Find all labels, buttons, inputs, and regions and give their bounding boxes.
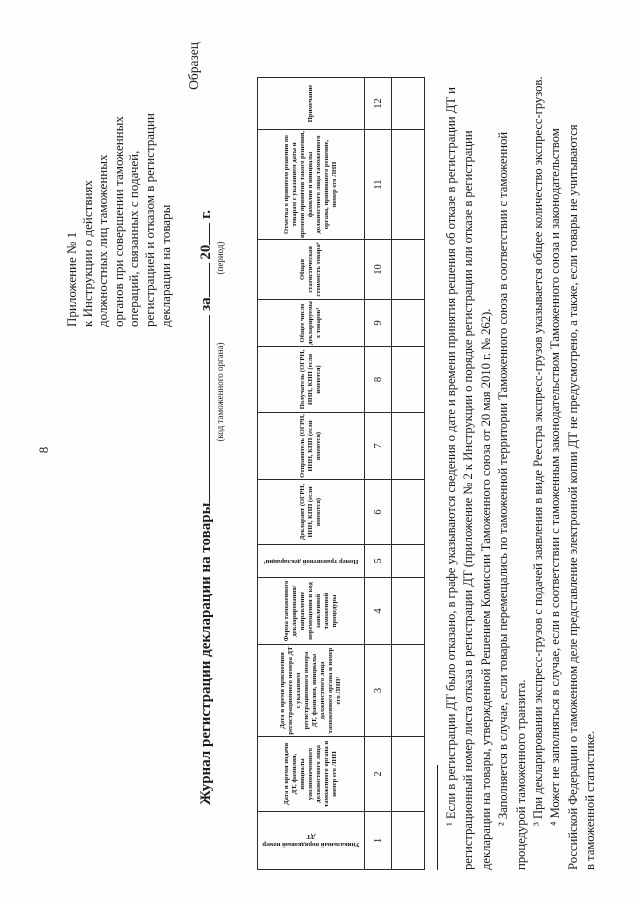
footnote-line: ² Заполняется в случае, если товары перемещались по таможенной территории Таможенного союза в соответствии с таможенной [496, 131, 511, 826]
empty-cell [392, 413, 425, 480]
journal-title-line [196, 165, 225, 805]
registration-journal-table [257, 77, 425, 870]
annex-line: регистрацией и отказом в регистрации [141, 113, 157, 327]
empty-cell [392, 130, 425, 240]
code-blank-underline [196, 315, 210, 503]
col-header-10: Общая статистическая стоимость товара⁴ [258, 240, 365, 300]
annex-header-block [64, 37, 173, 327]
empty-cell [392, 347, 425, 413]
annex-line: должностных лиц таможенных [95, 154, 111, 327]
col-header-11: Отметка о принятом решении по товарам с указанием даты и времени принятия такого решения, фамилия и инициалы должностного лица таможенного органа, принявшего решение, номер его ЛНП [258, 130, 365, 240]
col-header-7: Отправитель (ОГРН, ИНН, КПП (если имеются) [258, 413, 365, 480]
year-blank-underline [196, 223, 210, 245]
footnotes-block [437, 48, 600, 870]
col-number-7: 7 [365, 413, 392, 480]
journal-title: Журнал регистрации декларации на товары [198, 502, 214, 805]
col-header-8: Получатель (ОГРН, ИНН, КПП (если имеются) [258, 347, 365, 413]
footnote-line: ³ При декларировании экспресс-грузов с подачей заявления в виде Реестра экспресс-грузов указывается общее количество экспресс-грузов. [530, 76, 545, 826]
footnote-line: декларации на товары, утвержденной Решением Комиссии Таможенного союза от 20 мая 2010 г. № 262). [478, 308, 493, 870]
col-number-2: 2 [365, 737, 392, 812]
footnote-line: ⁴ Может не заполняться в случае, если в соответствии с таможенным законодательством Таможенного союза и законодательством [548, 128, 563, 826]
col-number-9: 9 [365, 300, 392, 347]
column-number-row [365, 78, 392, 870]
annex-line: декларации на товары [157, 204, 173, 327]
empty-cell [392, 645, 425, 737]
footnote-line: ¹ Если в регистрации ДТ было отказано, в графе указываются сведения о дате и времени принятия решения об отказе в регистрации ДТ и [444, 87, 458, 826]
annex-line: операций, связанных с подачей, [126, 150, 142, 327]
empty-cell [392, 300, 425, 347]
year-label: 20 [198, 244, 214, 260]
empty-cell [392, 480, 425, 545]
col-number-6: 6 [365, 480, 392, 545]
col-number-5: 5 [365, 545, 392, 578]
col-header-4: Форма таможенного декларирования/ направление перемещения и код заявленной таможенной процедуры [258, 578, 365, 645]
page-number: 8 [36, 446, 51, 454]
code-caption: (код таможенного органа) [215, 342, 225, 442]
period-blank-underline [196, 263, 210, 297]
footnote-separator [437, 765, 438, 870]
col-header-2: Дата и время подачи ДТ, фамилия, инициалы уполномоченного должностного лица таможенного органа и номер его ЛНП [258, 737, 365, 812]
table-header-row [258, 78, 365, 870]
year-suffix: г. [198, 210, 214, 219]
empty-cell [392, 240, 425, 300]
annex-line: органов при совершении таможенных [110, 116, 126, 327]
col-number-12: 12 [365, 78, 392, 130]
col-number-11: 11 [365, 130, 392, 240]
empty-cell [392, 545, 425, 578]
sample-label: Образец [186, 42, 201, 90]
empty-cell [392, 78, 425, 130]
col-header-12: Примечание [258, 78, 365, 130]
col-number-4: 4 [365, 578, 392, 645]
col-header-6: Декларант (ОГРН, ИНН, КПП (если имеются) [258, 480, 365, 545]
footnote-line: Российской Федерации о таможенном деле представление электронной копии ДТ не предусмотрено, а также, если товары не учитываются [565, 124, 580, 870]
empty-data-row [392, 78, 425, 870]
col-number-10: 10 [365, 240, 392, 300]
col-number-1: 1 [365, 812, 392, 870]
col-header-5: Номер транзитной декларации² [258, 545, 365, 578]
period-caption: (период) [215, 241, 225, 275]
col-header-9: Общее число декларируемых товаров³ [258, 300, 365, 347]
footnote-line: в таможенной статистике. [583, 730, 598, 870]
col-header-1: Уникальный порядковый номер ДТ [258, 812, 365, 870]
empty-cell [392, 737, 425, 812]
footnote-line: процедурой таможенного транзита. [513, 679, 528, 870]
footnote-line: регистрационный номер листа отказа в регистрации ДТ (приложение № 2 к Инструкции о порядке регистрации или отказе в регистрации [461, 130, 476, 870]
empty-cell [392, 812, 425, 870]
col-number-3: 3 [365, 645, 392, 737]
za-label: за [198, 297, 214, 311]
col-header-3: Дата и время присвоения регистрационного номера ДТ с указанием регистрационного номера ДТ, фамилия, инициалы должностного лица таможенного органа и номер его ЛНП¹ [258, 645, 365, 737]
annex-line: Приложение № 1 [64, 231, 79, 327]
empty-cell [392, 578, 425, 645]
col-number-8: 8 [365, 347, 392, 413]
annex-line: к Инструкции о действиях [79, 180, 95, 327]
